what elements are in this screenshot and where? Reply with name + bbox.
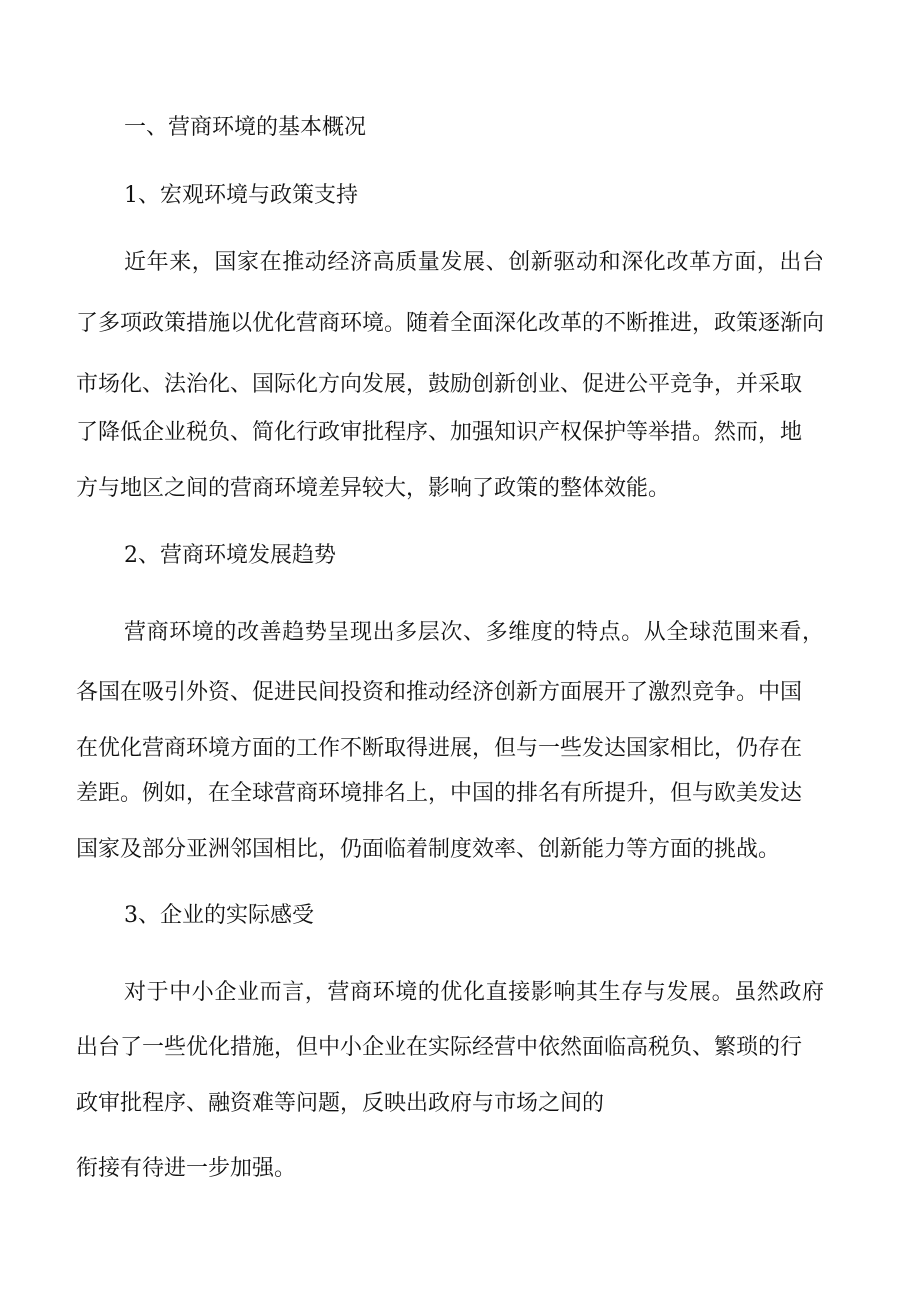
paragraph-2-line-1: 营商环境的改善趋势呈现出多层次、多维度的特点。从全球范围来看， <box>124 620 824 645</box>
paragraph-2-line-3: 在优化营商环境方面的工作不断取得进展，但与一些发达国家相比，仍存在 <box>76 736 803 761</box>
paragraph-2-line-4: 差距。例如，在全球营商环境排名上，中国的排名有所提升，但与欧美发达 <box>76 781 803 806</box>
paragraph-1-line-1: 近年来，国家在推动经济高质量发展、创新驱动和深化改革方面，出台 <box>124 250 824 275</box>
section-title: 一、营商环境的基本概况 <box>124 115 367 140</box>
paragraph-3-line-1: 对于中小企业而言，营商环境的优化直接影响其生存与发展。虽然政府 <box>124 980 824 1005</box>
paragraph-2-line-2: 各国在吸引外资、促进民间投资和推动经济创新方面展开了激烈竞争。中国 <box>76 680 803 705</box>
paragraph-1-line-3: 市场化、法治化、国际化方向发展，鼓励创新创业、促进公平竞争，并采取 <box>76 372 803 397</box>
paragraph-3-line-2: 出台了一些优化措施，但中小企业在实际经营中依然面临高税负、繁琐的行 <box>76 1035 803 1060</box>
paragraph-3-line-4: 衔接有待进一步加强。 <box>76 1156 297 1181</box>
subsection-heading-2: 2、营商环境发展趋势 <box>124 543 336 568</box>
paragraph-2-line-5: 国家及部分亚洲邻国相比，仍面临着制度效率、创新能力等方面的挑战。 <box>76 837 781 862</box>
subsection-heading-3: 3、企业的实际感受 <box>124 903 314 928</box>
paragraph-1-line-4: 了降低企业税负、简化行政审批程序、加强知识产权保护等举措。然而，地 <box>76 420 803 445</box>
subsection-heading-1: 1、宏观环境与政策支持 <box>124 183 358 208</box>
paragraph-1-line-2: 了多项政策措施以优化营商环境。随着全面深化改革的不断推进，政策逐渐向 <box>76 311 825 336</box>
paragraph-3-line-3: 政审批程序、融资难等问题，反映出政府与市场之间的 <box>76 1091 605 1116</box>
paragraph-1-line-5: 方与地区之间的营商环境差异较大，影响了政策的整体效能。 <box>76 476 671 501</box>
